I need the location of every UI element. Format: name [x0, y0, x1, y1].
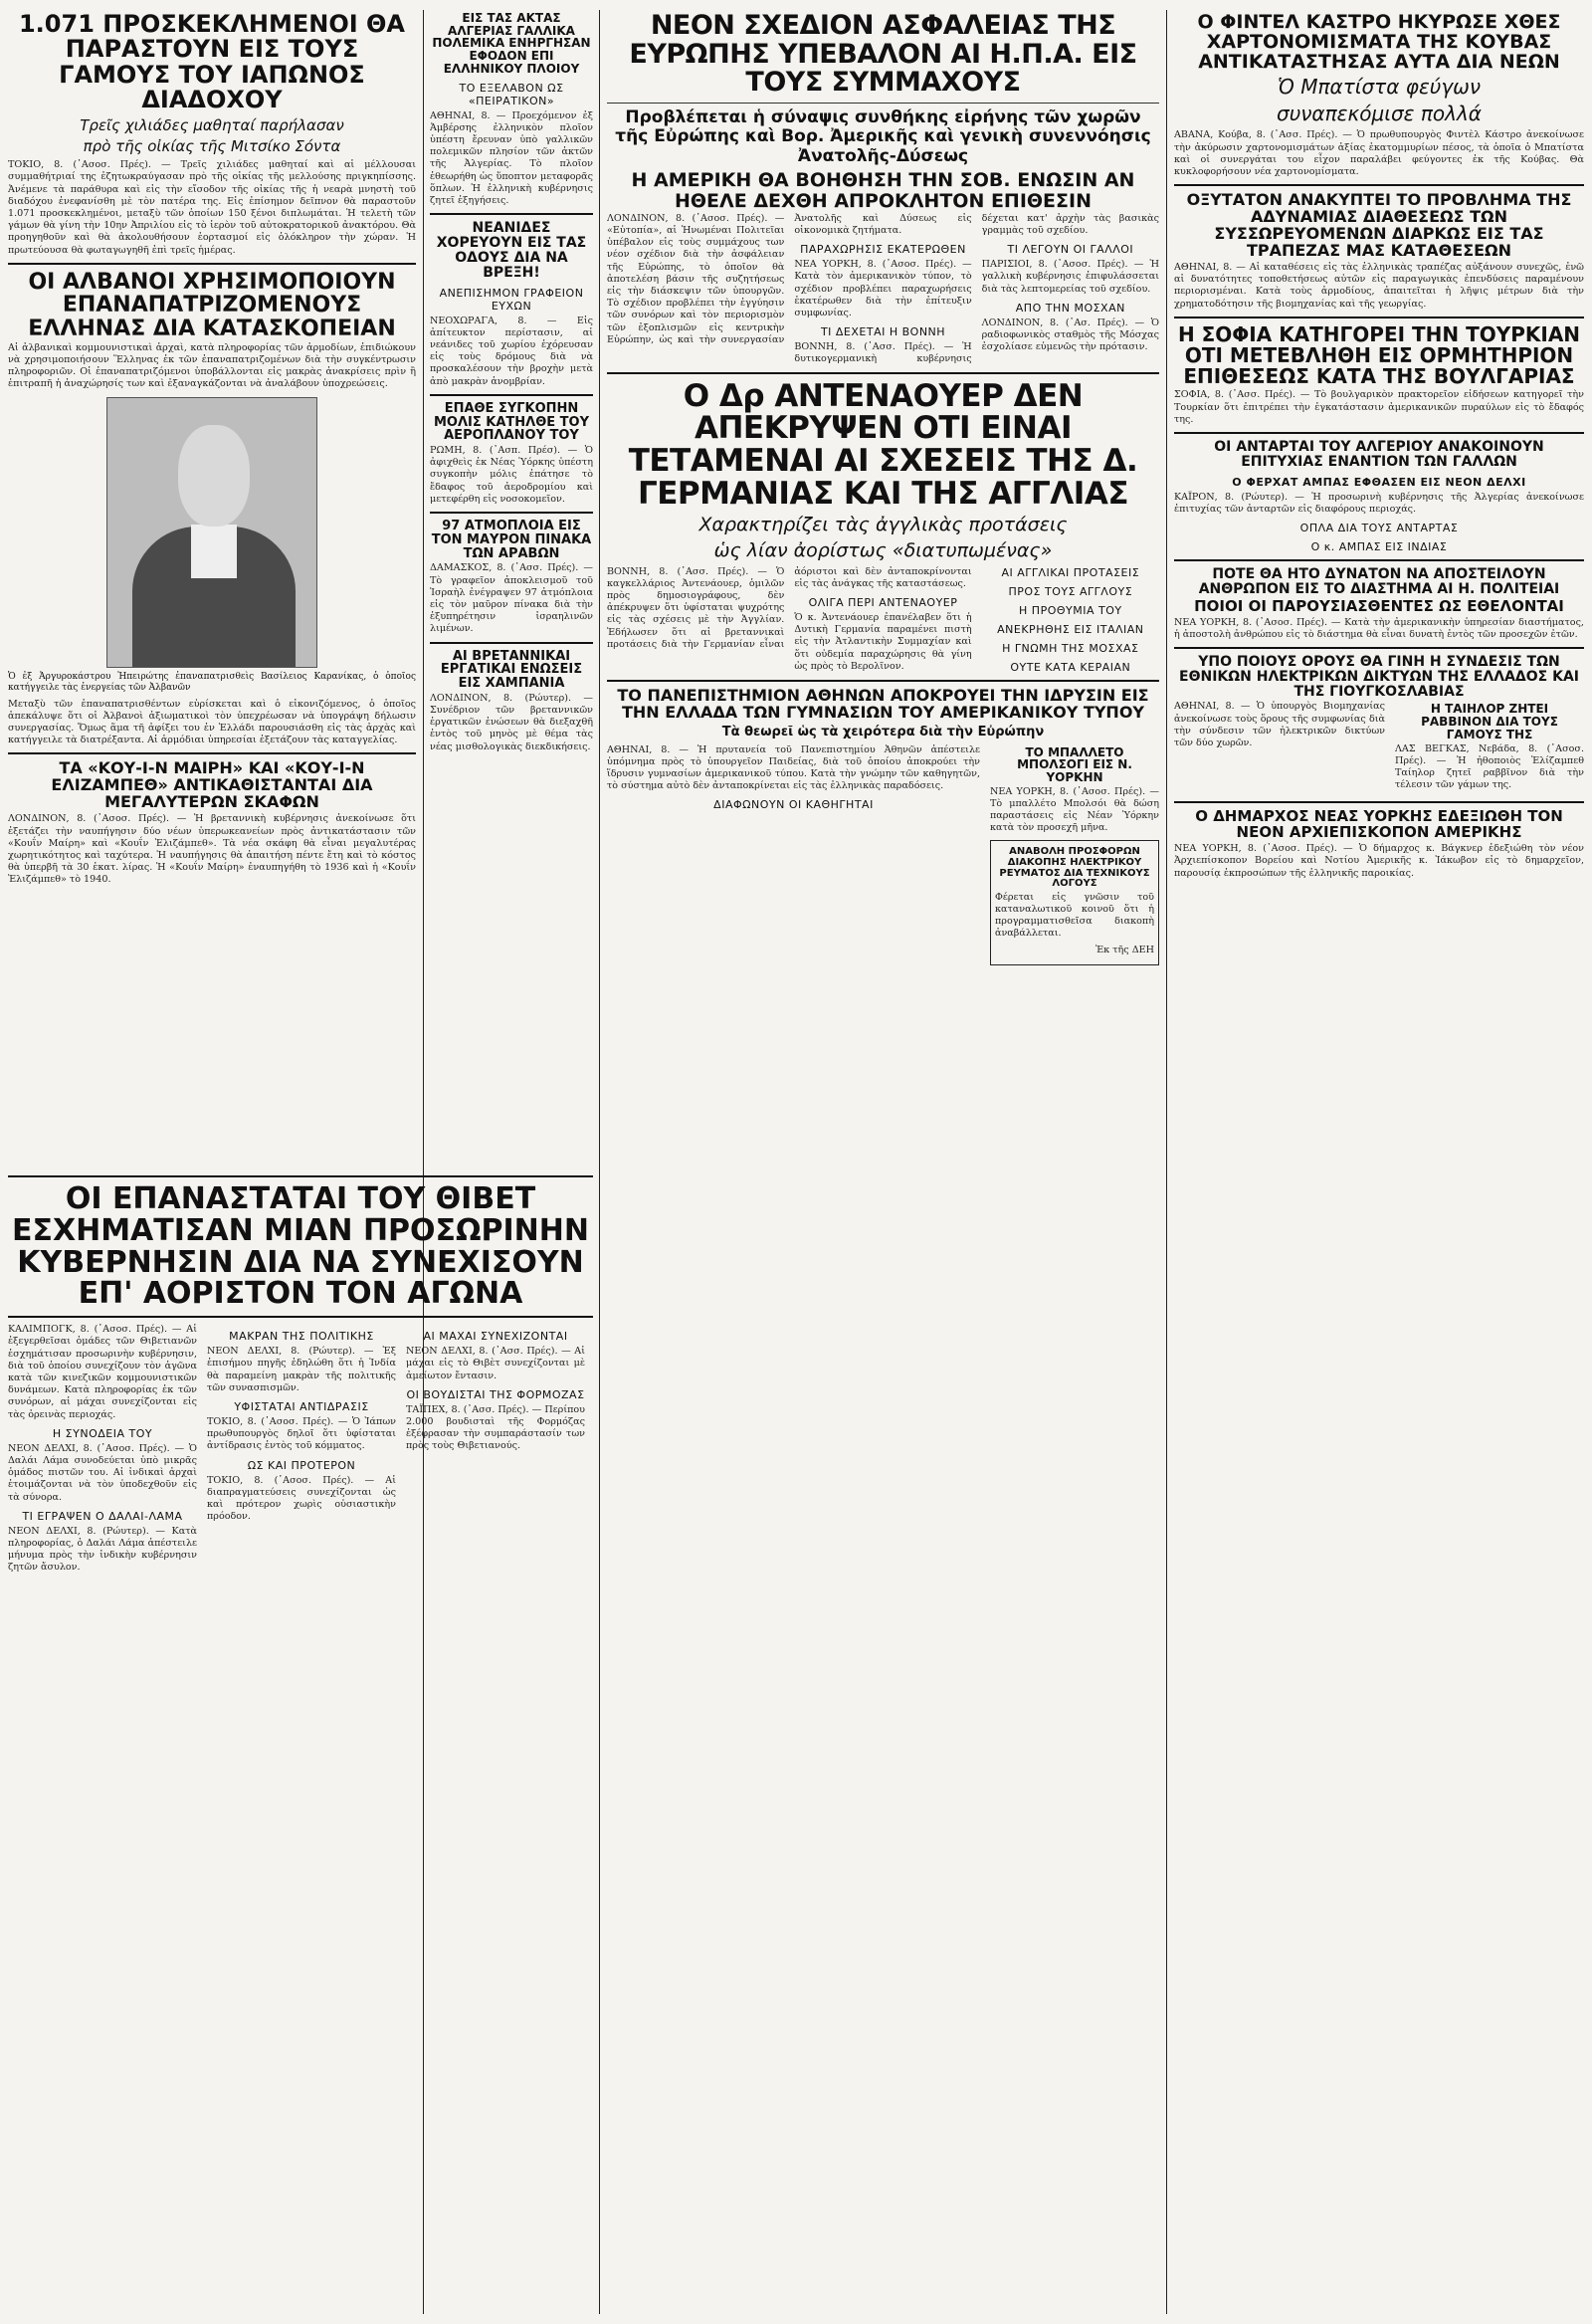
- subheading: ΑΙ ΜΑΧΑΙ ΣΥΝΕΧΙΖΟΝΤΑΙ: [423, 1330, 568, 1344]
- deck: πρὸ τῆς οἰκίας τῆς Μιτσίκο Σόντα: [83, 137, 341, 155]
- headline-albanians: ΟΙ ΑΛΒΑΝΟΙ ΧΡΗΣΙΜΟΠΟΙΟΥΝ ΕΠΑΝΑΠΑΤΡΙΖΟΜΕΝΟΥΣ ΕΛΛΗΝΑΣ ΔΙΑ ΚΑΤΑΣΚΟΠΕΙΑΝ: [28, 269, 396, 341]
- headline-castro: Ο ΦΙΝΤΕΛ ΚΑΣΤΡΟ ΗΚΥΡΩΣΕ ΧΘΕΣ ΧΑΡΤΟΝΟΜΙΣΜΑΤΑ ΤΗΣ ΚΟΥΒΑΣ ΑΝΤΙΚΑΤΑΣΤΗΣΑΣ ΑΥΤΑ ΔΙΑ ΝΕΩΝ: [1197, 11, 1561, 74]
- headline-unions: ΑΙ ΒΡΕΤΑΝΝΙΚΑΙ ΕΡΓΑΤΙΚΑΙ ΕΝΩΣΕΙΣ ΕΙΣ ΧΑΜΠΑΝΙΑ: [440, 648, 583, 692]
- column-second: [430, 10, 593, 1164]
- article-body: ΛΟΝΔΙΝΟΝ, 8. (᾿Ασοσ. Πρές). — «Εὐτοπία», αἱ Ἡνωμέναι Πολιτεῖαι ὑπέβαλον εἰς τοὺς συμμάχους των νέον σχέδιον διὰ τὴν ἀσφάλειαν τῆς Εὐρώπης, τὸ ὁποῖον θὰ ἀποτελέση βάσιν τῆς συζητήσεως εἰς τὴν διάσκεψιν τῶν ὑπουργῶν. Τὸ σχέδιον προβλέπει τὴν ἐγγύησιν τῶν συνόρων καὶ τὸν περιορισμὸν τῶν ἐξοπλισμῶν εἰς κεντρικὴν Εὐρώπην, ὡς καὶ τὴν συνεργασίαν Ἀνατολῆς καὶ Δύσεως εἰς οἰκονομικὰ ζητήματα.: [607, 212, 972, 345]
- article-body: ΝΕΟΝ ΔΕΛΧΙ, 8. (Ρώυτερ). — Κατὰ πληροφορίας, ὁ Δαλάι Λάμα ἀπέστειλε μήνυμα πρὸς τὴν ἰνδικὴν κυβέρνησιν ζητῶν ἄσυλον.: [8, 1525, 197, 1574]
- subheading: ΑΝΕΚΡΗΘΗΣ ΕΙΣ ΙΤΑΛΙΑΝ: [997, 622, 1144, 636]
- article-body: ΤΟΚΙΟ, 8. (᾿Ασοσ. Πρές). — Τρεῖς χιλιάδες μαθηταί καὶ αἱ μέλλουσαι συμμαθήτριαί της ἐζητωκραύγασαν πρὸ τῆς οἰκίας τῆς μελλούσης πριγκηπίσσης. Ἀνέμενε τὰ παράθυρα καὶ εἰς τὴν εἴσοδον τῆς οἰκίας τῆς ἡ νεαρὰ μνηστὴ τοῦ διαδόχου ἐνεφανίσθη μὲ τὸν πατέρα της. Εἰς ἐπίσημον δεῖπνον θὰ παραστοῦν 1.071 προσκεκλημένοι, μεταξὺ τῶν ὁποίων 150 ξένοι διπλωμάται. Ἡ τελετὴ τῶν γάμων θὰ γίνη τὴν 10ην Ἀπριλίου εἰς τὸ ἱερὸν τοῦ αὐτοκρατορικοῦ ἀνακτόρου. Θὰ προηγηθοῦν καὶ θὰ ἀκολουθήσουν ἑορτασμοί εἰς ὁλόκληρον τὴν χώραν. Ἡ πρωτεύουσα θὰ φωταγωγηθῆ ἐπὶ τρεῖς ἡμέρας.: [8, 159, 416, 256]
- column-rule: [1166, 10, 1167, 2314]
- subheading: Η ΓΝΩΜΗ ΤΗΣ ΜΟΣΧΑΣ: [1002, 641, 1139, 655]
- subheading: ΥΦΙΣΤΑΤΑΙ ΑΝΤΙΔΡΑΣΙΣ: [234, 1400, 369, 1413]
- subheading: ΤΙ ΕΓΡΑΨΕΝ Ο ΔΑΛΑΙ-ΛΑΜΑ: [22, 1509, 183, 1523]
- headline-adenauer: Ο Δρ ΑΝΤΕΝΑΟΥΕΡ ΔΕΝ ΑΠΕΚΡΥΨΕΝ ΟΤΙ ΕΙΝΑΙ ΤΕΤΑΜΕΝΑΙ ΑΙ ΣΧΕΣΕΙΣ ΤΗΣ Δ. ΓΕΡΜΑΝΙΑΣ ΚΑΙ ΤΗΣ ΑΓΓΛΙΑΣ: [628, 377, 1138, 513]
- deck: συναπεκόμισε πολλά: [1277, 102, 1482, 126]
- subheading: ΤΙ ΛΕΓΟΥΝ ΟΙ ΓΑΛΛΟΙ: [1007, 243, 1134, 257]
- column-rule: [599, 10, 600, 2314]
- headline-blacklist: 97 ΑΤΜΟΠΛΟΙΑ ΕΙΣ ΤΟΝ ΜΑΥΡΟΝ ΠΙΝΑΚΑ ΤΩΝ ΑΡΑΒΩΝ: [431, 519, 592, 561]
- article-body: Ὁ κ. Ἀντενάουερ ἐπανέλαβεν ὅτι ἡ Δυτικὴ Γερμανία παραμένει πιστὴ εἰς τὴν Ἀτλαντικὴν Συμμαχίαν καὶ ὅτι οὐδεμία παραχώρησις θὰ γίνη ὡς πρὸς τὸ Βερολῖνον.: [794, 612, 972, 672]
- article-body: ΑΘΗΝΑΙ, 8. — Ὁ ὑπουργὸς Βιομηχανίας ἀνεκοίνωσε τοὺς ὅρους τῆς συμφωνίας διὰ τὴν σύνδεσιν τῶν ἠλεκτρικῶν δικτύων τῶν δύο χωρῶν.: [1174, 701, 1385, 749]
- article-body: ΝΕΑ ΥΟΡΚΗ, 8. (᾿Ασοσ. Πρές). — Τὸ μπαλλέτο Μπολσόι θὰ δώση παραστάσεις εἰς Νέαν Ὑόρκην κατὰ τὸν προσεχῆ μῆνα.: [990, 785, 1159, 834]
- article-body: ΚΑΛΙΜΠΟΓΚ, 8. (᾿Ασοσ. Πρές). — Αἱ ἐξεγερθεῖσαι ὁμάδες τῶν Θιβετιανῶν ἐσχημάτισαν προσωρινὴν κυβέρνησιν, διὰ τοῦ ὁποίου συνεχίζουν τὸν ἀγῶνα κατὰ τῶν κινεζικῶν κομμουνιστικῶν δυνάμεων. Κατὰ πληροφορίας ἐκ τῶν συνόρων, αἱ μάχαι συνεχίζονται εἰς τὰς ὀρεινὰς περιοχάς.: [8, 1324, 197, 1420]
- article-body: ΤΟΚΙΟ, 8. (᾿Ασοσ. Πρές). — Αἱ διαπραγματεύσεις συνεχίζονται ὡς καὶ πρότερον χωρὶς οὐσιαστικὴν πρόοδον.: [207, 1474, 396, 1523]
- subheading: Η ΠΡΟΘΥΜΙΑ ΤΟΥ: [1019, 603, 1122, 617]
- subheadline: Η ΑΜΕΡΙΚΗ ΘΑ ΒΟΗΘΗΣΗ ΤΗΝ ΣΟΒ. ΕΝΩΣΙΝ ΑΝ ΗΘΕΛΕ ΔΕΧΘΗ ΑΠΡΟΚΛΗΤΟΝ ΕΠΙΘΕΣΙΝ: [631, 169, 1135, 212]
- article-body: ΝΕΟΧΩΡΑΓΑ, 8. — Εἰς ἀπίτευκτον περίστασιν, αἱ νεάνιδες τοῦ χωρίου ἐχόρευσαν εἰς τοὺς δρόμους διὰ νὰ προσκαλέσουν τὴν βροχὴν μετὰ ἀπὸ μακρὰν ἀνομβρίαν.: [430, 315, 593, 387]
- photo-caption: Ὁ ἐξ Ἀργυροκάστρου Ἠπειρώτης ἐπαναπατρισθεὶς Βασίλειος Καρανίκας, ὁ ὁποῖος κατήγγειλε τὰς ἐνεργείας τῶν Ἀλβανῶν: [8, 671, 416, 693]
- article-body: ΝΕΟΝ ΔΕΛΧΙ, 8. (᾿Ασσ. Πρές). — Αἱ μάχαι εἰς τὸ Θιβὲτ συνεχίζονται μὲ ἀμείωτον ἔντασιν.: [406, 1346, 585, 1381]
- article-body: ΔΑΜΑΣΚΟΣ, 8. (᾿Ασσ. Πρές). — Τὸ γραφεῖον ἀποκλεισμοῦ τοῦ Ἰσραὴλ ἐνέγραψεν 97 ἀτμόπλοια εἰς τὸν μαῦρον πίνακα διὰ τὴν ἐξυπηρέτησιν ἰσραηλινῶν λιμένων.: [430, 562, 593, 635]
- tibet-article: [8, 1169, 593, 2314]
- article-body: ΝΕΟΝ ΔΕΛΧΙ, 8. (᾿Ασοσ. Πρές). — Ὁ Δαλάι Λάμα συνοδεύεται ὑπὸ μικρᾶς ὁμάδος πιστῶν του. Αἱ ἰνδικαὶ ἀρχαὶ ἐτοιμάζονται νὰ τὸν ὑποδεχθοῦν εἰς τὰ σύνορα.: [8, 1442, 197, 1503]
- article-body: ΑΒΑΝΑ, Κούβα, 8. (᾿Ασσ. Πρές). — Ὁ πρωθυπουργὸς Φιντὲλ Κάστρο ἀνεκοίνωσε τὴν ἀκύρωσιν χαρτονομισμάτων ἀξίας ἑκατομμυρίων πέσος, τὰ ὁποῖα ὁ Μπατίστα καὶ οἱ συνεργάται του εἶχον παραλάβει φεύγοντες ἐκ τῆς Κούβας. Θὰ κυκλοφορήσουν νέα χαρτονομίσματα.: [1174, 129, 1584, 177]
- subheading: ΤΙ ΔΕΧΕΤΑΙ Η ΒΟΝΝΗ: [820, 325, 946, 339]
- headline-space: ΠΟΤΕ ΘΑ ΗΤΟ ΔΥΝΑΤΟΝ ΝΑ ΑΠΟΣΤΕΙΛΟΥΝ ΑΝΘΡΩΠΟΝ ΕΙΣ ΤΟ ΔΙΑΣΤΗΜΑ ΑΙ Η. ΠΟΛΙΤΕΙΑΙ: [1198, 566, 1560, 597]
- subheading: ΠΡΟΣ ΤΟΥΣ ΑΓΓΛΟΥΣ: [1008, 584, 1133, 598]
- article-body: Αἱ ἀλβανικαὶ κομμουνιστικαὶ ἀρχαὶ, κατὰ πληροφορίας τῶν ἀρμοδίων, ἐπιδιώκουν νὰ χρησιμοποιήσουν Ἕλληνας ἐκ τῶν ἐπαναπατριζομένων διὰ τὴν συγκέντρωσιν πληροφοριῶν. Οἱ ἐπαναπατριζόμενοι ὑποβάλλονται εἰς μακρὰς ἀνακρίσεις πρὶν ἢ ἐπιτραπῆ ἡ ἀναχώρησίς των καὶ ἐξαναγκάζονται νὰ ἀναλάβουν ὑποχρεώσεις.: [8, 341, 416, 390]
- headline-rain-dance: ΝΕΑΝΙΔΕΣ ΧΟΡΕΥΟΥΝ ΕΙΣ ΤΑΣ ΟΔΟΥΣ ΔΙΑ ΝΑ ΒΡΕΞΗ!: [436, 220, 587, 281]
- article-body: ΝΕΟΝ ΔΕΛΧΙ, 8. (Ρώυτερ). — Ἐξ ἐπισήμου πηγῆς ἐδηλώθη ὅτι ἡ Ἰνδία θὰ παραμείνη μακρὰν τῆς πολιτικῆς τῶν συνασπισμῶν.: [207, 1346, 396, 1393]
- article-body: ΒΟΝΝΗ, 8. (᾿Ασσ. Πρές). — Ἡ δυτικογερμανικὴ κυβέρνησις δέχεται κατ' ἀρχὴν τὰς βασικὰς γραμμὰς τοῦ σχεδίου.: [794, 212, 1159, 365]
- headline-power-grids: ΥΠΟ ΠΟΙΟΥΣ ΟΡΟΥΣ ΘΑ ΓΙΝΗ Η ΣΥΝΔΕΣΙΣ ΤΩΝ ΕΘΝΙΚΩΝ ΗΛΕΚΤΡΙΚΩΝ ΔΙΚΤΥΩΝ ΤΗΣ ΕΛΛΑΔΟΣ ΚΑΙ ΤΗΣ ΓΙΟΥΓΚΟΣΛΑΒΙΑΣ: [1179, 654, 1579, 700]
- headline-mayor-archbishop: Ο ΔΗΜΑΡΧΟΣ ΝΕΑΣ ΥΟΡΚΗΣ ΕΔΕΞΙΩΘΗ ΤΟΝ ΝΕΟΝ ΑΡΧΙΕΠΙΣΚΟΠΟΝ ΑΜΕΡΙΚΗΣ: [1195, 807, 1563, 842]
- article-body: ΑΘΗΝΑΙ, 8. — Ἡ πρυτανεία τοῦ Πανεπιστημίου Ἀθηνῶν ἀπέστειλε ὑπόμνημα πρὸς τὸ ὑπουργεῖον Παιδείας, διὰ τοῦ ὁποίου ἀποκρούει τὴν ἵδρυσιν γυμνασίων ἀμερικανικοῦ τύπου. Κατὰ τὴν γνώμην τῶν καθηγητῶν, τὸ σύστημα αὐτὸ δὲν ἀνταποκρίνεται εἰς τὰς ἑλληνικὰς παραδόσεις.: [607, 743, 980, 792]
- headline-university: ΤΟ ΠΑΝΕΠΙΣΤΗΜΙΟΝ ΑΘΗΝΩΝ ΑΠΟΚΡΟΥΕΙ ΤΗΝ ΙΔΡΥΣΙΝ ΕΙΣ ΤΗΝ ΕΛΛΑΔΑ ΤΩΝ ΓΥΜΝΑΣΙΩΝ ΤΟΥ ΑΜΕΡΙΚΑΝΙΚΟΥ ΤΥΠΟΥ: [617, 685, 1149, 722]
- headline-deposits: ΟΞΥΤΑΤΟΝ ΑΝΑΚΥΠΤΕΙ ΤΟ ΠΡΟΒΛΗΜΑ ΤΗΣ ΑΔΥΝΑΜΙΑΣ ΔΙΑΘΕΣΕΩΣ ΤΩΝ ΣΥΣΣΩΡΕΥΟΜΕΝΩΝ ΔΙΑΡΚΩΣ ΕΙΣ ΤΑΣ ΤΡΑΠΕΖΑΣ ΜΑΣ ΚΑΤΑΘΕΣΕΩΝ: [1186, 190, 1572, 261]
- article-body: ΚΑΪΡΟΝ, 8. (Ρώυτερ). — Ἡ προσωρινὴ κυβέρνησις τῆς Ἀλγερίας ἀνεκοίνωσε ἐπιτυχίας τῶν ἀνταρτῶν εἰς διαφόρους περιοχάς.: [1174, 491, 1584, 515]
- headline-japan-wedding: 1.071 ΠΡΟΣΚΕΚΛΗΜΕΝΟΙ ΘΑ ΠΑΡΑΣΤΟΥΝ ΕΙΣ ΤΟΥΣ ΓΑΜΟΥΣ ΤΟΥ ΙΑΠΩΝΟΣ ΔΙΑΔΟΧΟΥ: [18, 10, 406, 114]
- subheading: ΑΙ ΑΓΓΛΙΚΑΙ ΠΡΟΤΑΣΕΙΣ: [1001, 565, 1140, 579]
- article-body: ΝΕΑ ΥΟΡΚΗ, 8. (᾿Ασοσ. Πρές). — Ὁ δήμαρχος κ. Βάγκνερ ἐδεξιώθη τὸν νέον Ἀρχιεπίσκοπον Βορείου καὶ Νοτίου Ἀμερικῆς κ. Ἰάκωβον εἰς τὸ δημαρχεῖον, παρουσίᾳ ἐκπροσώπων τῆς ἑλληνικῆς παροικίας.: [1174, 843, 1584, 879]
- subheading: ΩΣ ΚΑΙ ΠΡΟΤΕΡΟΝ: [247, 1458, 356, 1472]
- headline-algeria-rebels: ΟΙ ΑΝΤΑΡΤΑΙ ΤΟΥ ΑΛΓΕΡΙΟΥ ΑΝΑΚΟΙΝΟΥΝ ΕΠΙΤΥΧΙΑΣ ΕΝΑΝΤΙΟΝ ΤΩΝ ΓΑΛΛΩΝ: [1214, 438, 1544, 470]
- deck: ὡς λίαν ἀορίστως «διατυπωμένας»: [713, 538, 1053, 561]
- headline-tibet: ΟΙ ΕΠΑΝΑΣΤΑΤΑΙ ΤΟΥ ΘΙΒΕΤ ΕΣΧΗΜΑΤΙΣΑΝ ΜΙΑΝ ΠΡΟΣΩΡΙΝΗΝ ΚΥΒΕΡΝΗΣΙΝ ΔΙΑ ΝΑ ΣΥΝΕΧΙΣΟΥΝ ΕΠ' ΑΟΡΙΣΤΟΝ ΤΟΝ ΑΓΩΝΑ: [11, 1181, 590, 1312]
- deck: Τὰ θεωρεῖ ὡς τὰ χειρότερα διὰ τὴν Εὐρώπην: [721, 724, 1045, 739]
- headline-algeria-ship: ΕΙΣ ΤΑΣ ΑΚΤΑΣ ΑΛΓΕΡΙΑΣ ΓΑΛΛΙΚΑ ΠΟΛΕΜΙΚΑ ΕΝΗΡΓΗΣΑΝ ΕΦΟΔΟΝ ΕΠΙ ΕΛΛΗΝΙΚΟΥ ΠΛΟΙΟΥ: [432, 11, 591, 76]
- subheading: ΠΑΡΑΧΩΡΗΣΙΣ ΕΚΑΤΕΡΩΘΕΝ: [800, 243, 966, 257]
- article-body: ΛΑΣ ΒΕΓΚΑΣ, Νεβάδα, 8. (᾿Ασοσ. Πρές). — Ἡ ἠθοποιὸς Ἐλίζαμπεθ Ταίηλορ ζητεῖ ραββῖνον διὰ τὴν τέλεσιν τῶν γάμων της.: [1395, 742, 1584, 791]
- article-body: ΑΘΗΝΑΙ, 8. — Προεχόμενον ἐξ Ἀμβέρσης ἐλληνικὸν πλοῖον ὑπέστη ἔρευναν ὑπὸ γαλλικῶν πολεμικῶν πλησίον τῶν ἀκτῶν τῆς Ἀλγερίας. Τὸ πλοῖον ἐθεωρήθη ὡς ὕποπτον μεταφορᾶς ὅπλων. Ἡ ἑλληνικὴ κυβέρνησις ζητεῖ ἐξηγήσεις.: [430, 109, 593, 207]
- subheading: Ο κ. ΑΜΠΑΣ ΕΙΣ ΙΝΔΙΑΣ: [1310, 540, 1448, 554]
- subheading: ΟΠΛΑ ΔΙΑ ΤΟΥΣ ΑΝΤΑΡΤΑΣ: [1299, 522, 1459, 535]
- column-right: [1174, 10, 1584, 2317]
- subheading: Η ΣΥΝΟΔΕΙΑ ΤΟΥ: [52, 1426, 153, 1440]
- subheading: Ο ΦΕΡΧΑΤ ΑΜΠΑΣ ΕΦΘΑΣΕΝ ΕΙΣ ΝΕΟΝ ΔΕΛΧΙ: [1232, 475, 1526, 489]
- deck: Χαρακτηρίζει τὰς ἀγγλικὰς προτάσεις: [698, 513, 1068, 535]
- headline-queen-ships: ΤΑ «ΚΟΥ-Ι-Ν ΜΑΙΡΗ» ΚΑΙ «ΚΟΥ-Ι-Ν ΕΛΙΖΑΜΠΕΘ» ΑΝΤΙΚΑΘΙΣΤΑΝΤΑΙ ΔΙΑ ΜΕΓΑΛΥΤΕΡΩΝ ΣΚΑΦΩΝ: [51, 758, 373, 812]
- subheading: ΔΙΑΦΩΝΟΥΝ ΟΙ ΚΑΘΗΓΗΤΑΙ: [713, 798, 874, 812]
- article-body: ΛΟΝΔΙΝΟΝ, 8. (Ρώυτερ). — Συνέδριον τῶν βρεταννικῶν ἐργατικῶν ἑνώσεων θὰ διεξαχθῆ ἐντὸς τοῦ μηνὸς μὲ θέμα τὰς νέας μισθολογικὰς διεκδικήσεις.: [430, 692, 593, 752]
- deck: Τρεῖς χιλιάδες μαθηταί παρήλασαν: [80, 115, 344, 134]
- article-body: Μεταξὺ τῶν ἐπαναπατρισθέντων εὑρίσκεται καὶ ὁ εἰκονιζόμενος, ὁ ὁποῖος ἀπεκάλυψε ὅτι οἱ Ἀλβανοὶ ἀξιωματικοὶ τὸν ὑπεχρέωσαν νὰ ὑπογράψη δήλωσιν συνεργασίας. Ὅμως ἅμα τῆ ἀφίξει του ἐν Ἑλλάδι παρουσιάσθη εἰς τὰς ἀρχὰς καὶ κατήγγειλε τὰ διατρέξαντα. Αἱ ἀρμόδιαι ὑπηρεσίαι ἐξετάζουν τὰς καταγγελίας.: [8, 698, 416, 746]
- column-center: [607, 10, 1159, 2317]
- article-body: ΝΕΑ ΥΟΡΚΗ, 8. (᾿Ασοσ. Πρές). — Κατὰ τὸν ἀμερικανικὸν τύπον, τὸ σχέδιον προβλέπει παραχωρήσεις ἑκατέρωθεν διὰ τὴν ἐπίτευξιν συμφωνίας.: [794, 259, 972, 318]
- article-body: ΣΟΦΙΑ, 8. (᾿Ασσ. Πρές). — Τὸ βουλγαρικὸν πρακτορεῖον εἰδήσεων κατηγορεῖ τὴν Τουρκίαν ὅτι ἐπιτρέπει τὴν ἐγκατάστασιν ἀμερικανικῶν πυραύλων εἰς τὸ ἔδαφός της.: [1174, 389, 1584, 425]
- article-body: ΝΕΑ ΥΟΡΚΗ, 8. (᾿Ασοσ. Πρές). — Κατὰ τὴν ἀμερικανικὴν ὑπηρεσίαν διαστήματος, ἡ ἀποστολὴ ἀνθρώπου εἰς τὸ διάστημα θὰ εἶναι δυνατὴ ἐντὸς τῶν προσεχῶν ἐτῶν.: [1174, 616, 1584, 640]
- article-body: ΤΟΚΙΟ, 8. (᾿Ασοσ. Πρές). — Ὁ Ἰάπων πρωθυπουργὸς δηλοῖ ὅτι ὑφίσταται ἀντίδρασις ἐντὸς τοῦ κόμματος.: [207, 1416, 396, 1452]
- notice-box: [990, 840, 1159, 964]
- notice-signature: Ἐκ τῆς ΔΕΗ: [1094, 944, 1154, 955]
- headline-bolshoi: ΤΟ ΜΠΑΛΛΕΤΟ ΜΠΟΛΣΟΓΙ ΕΙΣ Ν. ΥΟΡΚΗΝ: [1017, 744, 1132, 784]
- headline-sofia-turkey: Η ΣΟΦΙΑ ΚΑΤΗΓΟΡΕΙ ΤΗΝ ΤΟΥΡΚΙΑΝ ΟΤΙ ΜΕΤΕΒΛΗΘΗ ΕΙΣ ΟΡΜΗΤΗΡΙΟΝ ΕΠΙΘΕΣΕΩΣ ΚΑΤΑ ΤΗΣ ΒΟΥΛΓΑΡΙΑΣ: [1177, 321, 1581, 389]
- subheading: ΟΛΙΓΑ ΠΕΡΙ ΑΝΤΕΝΑΟΥΕΡ: [808, 596, 958, 610]
- notice-title: ΑΝΑΒΟΛΗ ΠΡΟΣΦΟΡΩΝ ΔΙΑΚΟΠΗΣ ΗΛΕΚΤΡΙΚΟΥ ΡΕΥΜΑΤΟΣ ΔΙΑ ΤΕΧΝΙΚΟΥΣ ΛΟΓΟΥΣ: [999, 846, 1150, 890]
- deck: Ὁ Μπατίστα φεύγων: [1277, 75, 1482, 100]
- headline-europe-security: ΝΕΟΝ ΣΧΕΔΙΟΝ ΑΣΦΑΛΕΙΑΣ ΤΗΣ ΕΥΡΩΠΗΣ ΥΠΕΒΑΛΟΝ ΑΙ Η.Π.Α. ΕΙΣ ΤΟΥΣ ΣΥΜΜΑΧΟΥΣ: [629, 10, 1137, 99]
- article-body: ΤΑΪΠΕΧ, 8. (᾿Ασσ. Πρές). — Περίπου 2.000 βουδισταὶ τῆς Φορμόζας ἐξέφρασαν τὴν συμπαράστασίν των πρὸς τοὺς Θιβετιανούς.: [406, 1403, 585, 1452]
- subheadline: ΠΟΙΟΙ ΟΙ ΠΑΡΟΥΣΙΑΣΘΕΝΤΕΣ ΩΣ ΕΘΕΛΟΝΤΑΙ: [1194, 596, 1564, 615]
- subheading: ΑΝΕΠΙΣΗΜΟΝ ΓΡΑΦΕΙΟΝ ΕΥΧΩΝ: [439, 286, 584, 313]
- headline-syncope: ΕΠΑΘΕ ΣΥΓΚΟΠΗΝ ΜΟΛΙΣ ΚΑΤΗΛΘΕ ΤΟΥ ΑΕΡΟΠΛΑΝΟΥ ΤΟΥ: [433, 400, 590, 444]
- subheading: ΟΥΤΕ ΚΑΤΑ ΚΕΡΑΙΑΝ: [1010, 660, 1131, 674]
- headline-taylor: Η ΤΑΙΗΛΟΡ ΖΗΤΕΙ ΡΑΒΒΙΝΟΝ ΔΙΑ ΤΟΥΣ ΓΑΜΟΥΣ ΤΗΣ: [1421, 702, 1558, 741]
- article-body: ΑΘΗΝΑΙ, 8. — Αἱ καταθέσεις εἰς τὰς ἑλληνικὰς τραπέζας αὐξάνουν συνεχῶς, ἐνῶ αἱ δυνατότητες τοποθετήσεως αὐτῶν εἰς παραγωγικὰς ἐπενδύσεις παραμένουν περιορισμέναι. Κατὰ τοὺς ἀρμοδίους, ἀπαιτεῖται ἡ λῆψις μέτρων διὰ τὴν χρηματοδότησιν τῆς βιομηχανίας καὶ τῆς γεωργίας.: [1174, 262, 1584, 310]
- subheading: ΜΑΚΡΑΝ ΤΗΣ ΠΟΛΙΤΙΚΗΣ: [229, 1330, 374, 1344]
- article-body: ΛΟΝΔΙΝΟΝ, 8. (᾿Ασ. Πρές). — Ὁ ραδιοφωνικὸς σταθμὸς τῆς Μόσχας ἐσχολίασε εὐμενῶς τὴν πρότασιν.: [981, 317, 1159, 353]
- article-body: ΡΩΜΗ, 8. (᾿Ασπ. Πρέσ). — Ὁ ἀφιχθεὶς ἐκ Νέας Ὑόρκης ὑπέστη συγκοπὴν μόλις ἐπάτησε τὸ ἔδαφος τοῦ ἀεροδρομίου καὶ μετεφέρθη εἰς νοσοκομεῖον.: [430, 445, 593, 505]
- deck: Προβλέπεται ἡ σύναψις συνθήκης εἰρήνης τῶν χωρῶν τῆς Εὐρώπης καὶ Βορ. Ἀμερικῆς καὶ γενικὴ συνεννόησις Ἀνατολῆς-Δύσεως: [615, 106, 1151, 166]
- article-body: ΠΑΡΙΣΙΟΙ, 8. (᾿Ασοσ. Πρές). — Ἡ γαλλικὴ κυβέρνησις ἐπιφυλάσσεται διὰ τὰς λεπτομερείας τοῦ σχεδίου.: [981, 259, 1159, 295]
- article-body: ΒΟΝΝΗ, 8. (᾿Ασσ. Πρές). — Ὁ καγκελλάριος Ἀντενάουερ, ὁμιλῶν πρὸς δημοσιογράφους, δὲν ἀπέκρυψεν ὅτι ὑφίσταται ψυχρότης εἰς τὰς σχέσεις μὲ τὴν Ἀγγλίαν. Ἐδήλωσεν ὅτι αἱ βρεταννικαὶ προτάσεις διὰ τὴν Γερμανίαν εἶναι ἀόριστοι καὶ δὲν ἀνταποκρίνονται εἰς τὰς ἀνάγκας τῆς καταστάσεως.: [607, 565, 972, 650]
- notice-body: Φέρεται εἰς γνῶσιν τοῦ καταναλωτικοῦ κοινοῦ ὅτι ἡ προγραμματισθεῖσα διακοπὴ ἀναβάλλεται.: [995, 891, 1154, 940]
- portrait-photo: [106, 397, 317, 668]
- article-body: ΛΟΝΔΙΝΟΝ, 8. (᾿Ασοσ. Πρές). — Ἡ βρεταννικὴ κυβέρνησις ἀνεκοίνωσε ὅτι ἐξετάζει τὴν ναυπήγησιν δύο νέων ὑπερωκεανείων πρὸς ἀντικατάστασιν τῶν «Κουΐν Μαίρη» καὶ «Κουΐν Ἐλιζάμπεθ». Τὰ νέα σκάφη θὰ εἶναι μεγαλυτέρας χωρητικότητος καὶ ταχύτερα. Ἡ ναυπήγησις θὰ ἀπαιτήση πέντε ἔτη καὶ τὸ κόστος θὰ ὑπερβῆ τὰ 30 ἑκατ. λίρας. Ἡ «Κουΐν Μαίρη» ἐναυπηγήθη τὸ 1936 καὶ ἡ «Κουΐν Ἐλιζάμπεθ» τὸ 1940.: [8, 813, 416, 886]
- subheading: ΑΠΟ ΤΗΝ ΜΟΣΧΑΝ: [1015, 301, 1125, 315]
- subheading: ΤΟ ΕΞΕΛΑΒΟΝ ΩΣ «ΠΕΙΡΑΤΙΚΟΝ»: [459, 81, 564, 107]
- subheading: ΟΙ ΒΟΥΔΙΣΤΑΙ ΤΗΣ ΦΟΡΜΟΖΑΣ: [406, 1387, 585, 1401]
